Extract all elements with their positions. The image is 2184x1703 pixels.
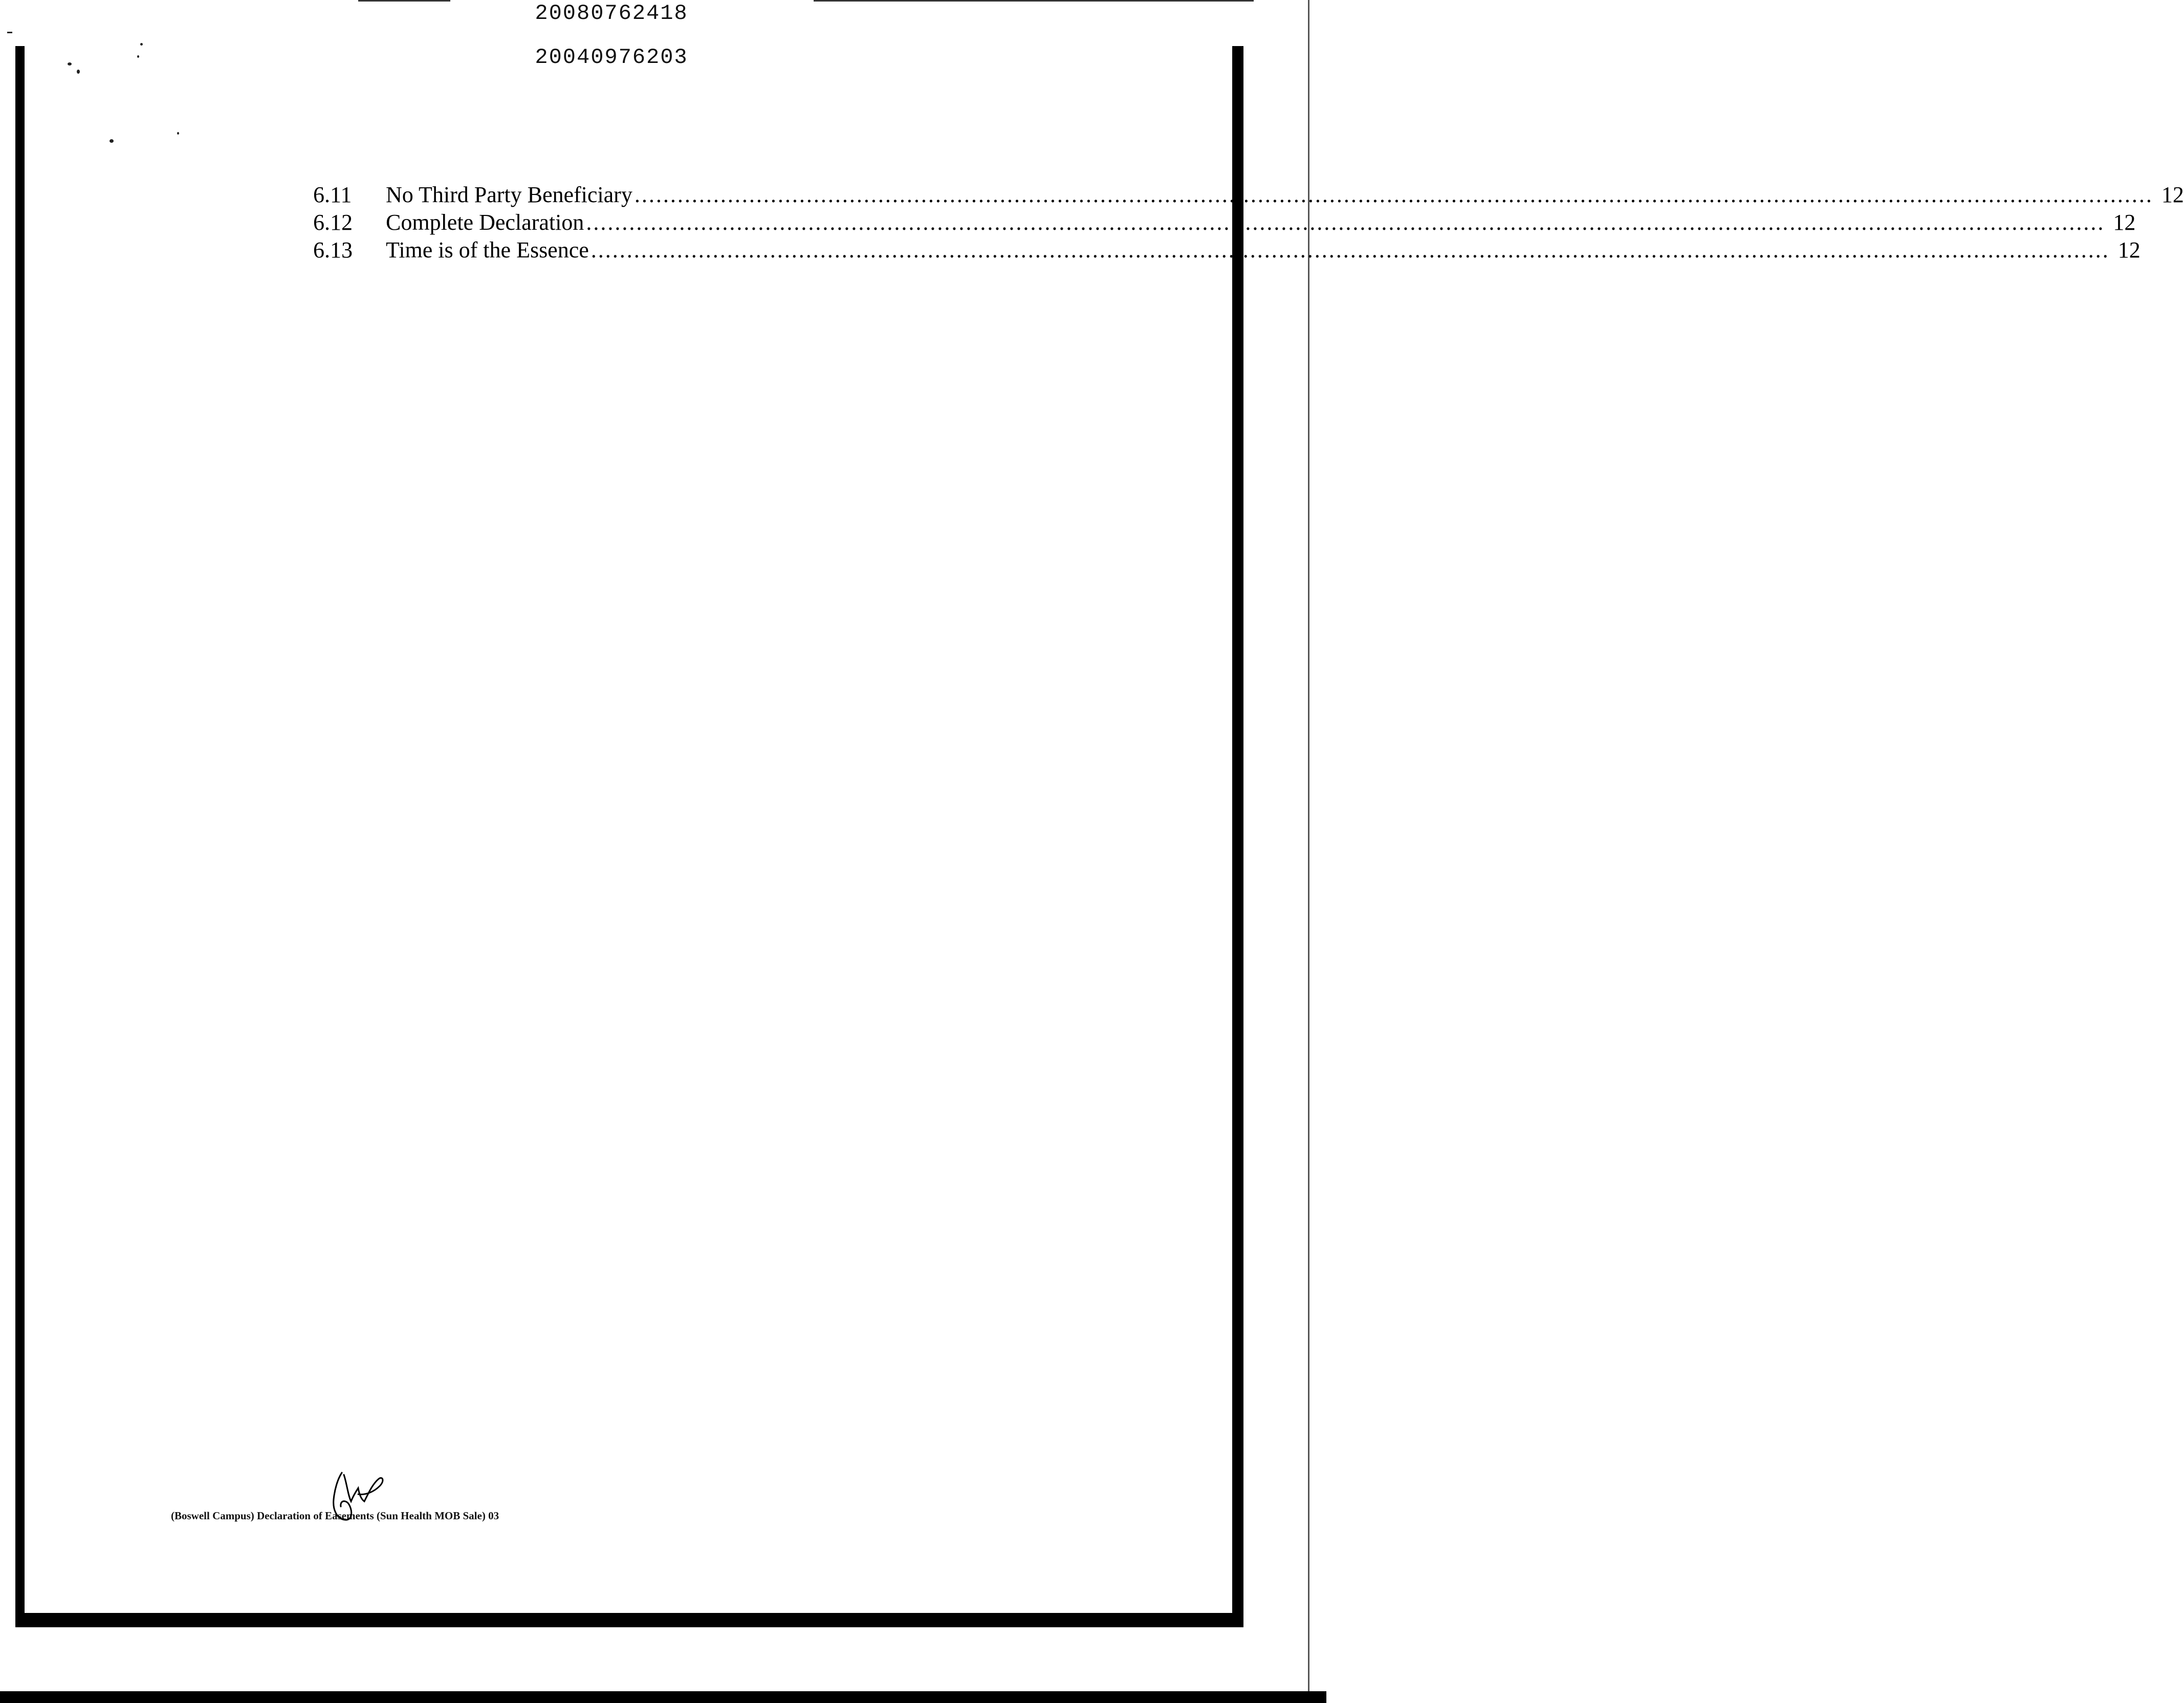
scan-speck: [177, 132, 179, 135]
toc-entry-title: Complete Declaration: [386, 210, 584, 235]
recording-number-top: 20080762418: [535, 1, 688, 26]
toc-entry-page: 12: [2113, 210, 2136, 235]
handwritten-initials: [322, 1469, 389, 1525]
toc-entry-number: 6.13: [313, 237, 353, 263]
table-of-contents: [313, 181, 2184, 264]
page-border-bottom: [15, 1613, 1243, 1627]
page-border-right: [1232, 46, 1243, 1627]
toc-dot-leader: ....................................................................................................................................................................................................................: [586, 210, 2105, 235]
scan-speck: [140, 43, 143, 46]
toc-entry: [313, 236, 2141, 264]
scan-speck: [110, 139, 114, 143]
scan-bottom-edge: [0, 1691, 1326, 1703]
recording-number-second: 20040976203: [535, 45, 688, 70]
toc-entry-number: 6.12: [313, 210, 353, 235]
toc-entry: [313, 209, 2136, 236]
document-footer: (Boswell Campus) Declaration of Easements (Sun Health MOB Sale) 03: [171, 1510, 499, 1522]
toc-dot-leader: ....................................................................................................................................................................................................................: [634, 182, 2153, 207]
toc-entry-title: Time is of the Essence: [386, 237, 589, 263]
scan-speck: [77, 70, 80, 74]
toc-dot-leader: ....................................................................................................................................................................................................................: [591, 237, 2110, 263]
page-border-left: [15, 46, 25, 1622]
toc-entry: [313, 181, 2184, 209]
toc-entry-number: 6.11: [313, 182, 352, 207]
scan-speck: [7, 32, 12, 33]
toc-entry-page: 12: [2161, 182, 2184, 207]
toc-entry-title: No Third Party Beneficiary: [386, 182, 632, 207]
scan-speck: [137, 55, 139, 58]
scan-speck: [68, 62, 72, 66]
toc-entry-page: 12: [2117, 237, 2141, 263]
